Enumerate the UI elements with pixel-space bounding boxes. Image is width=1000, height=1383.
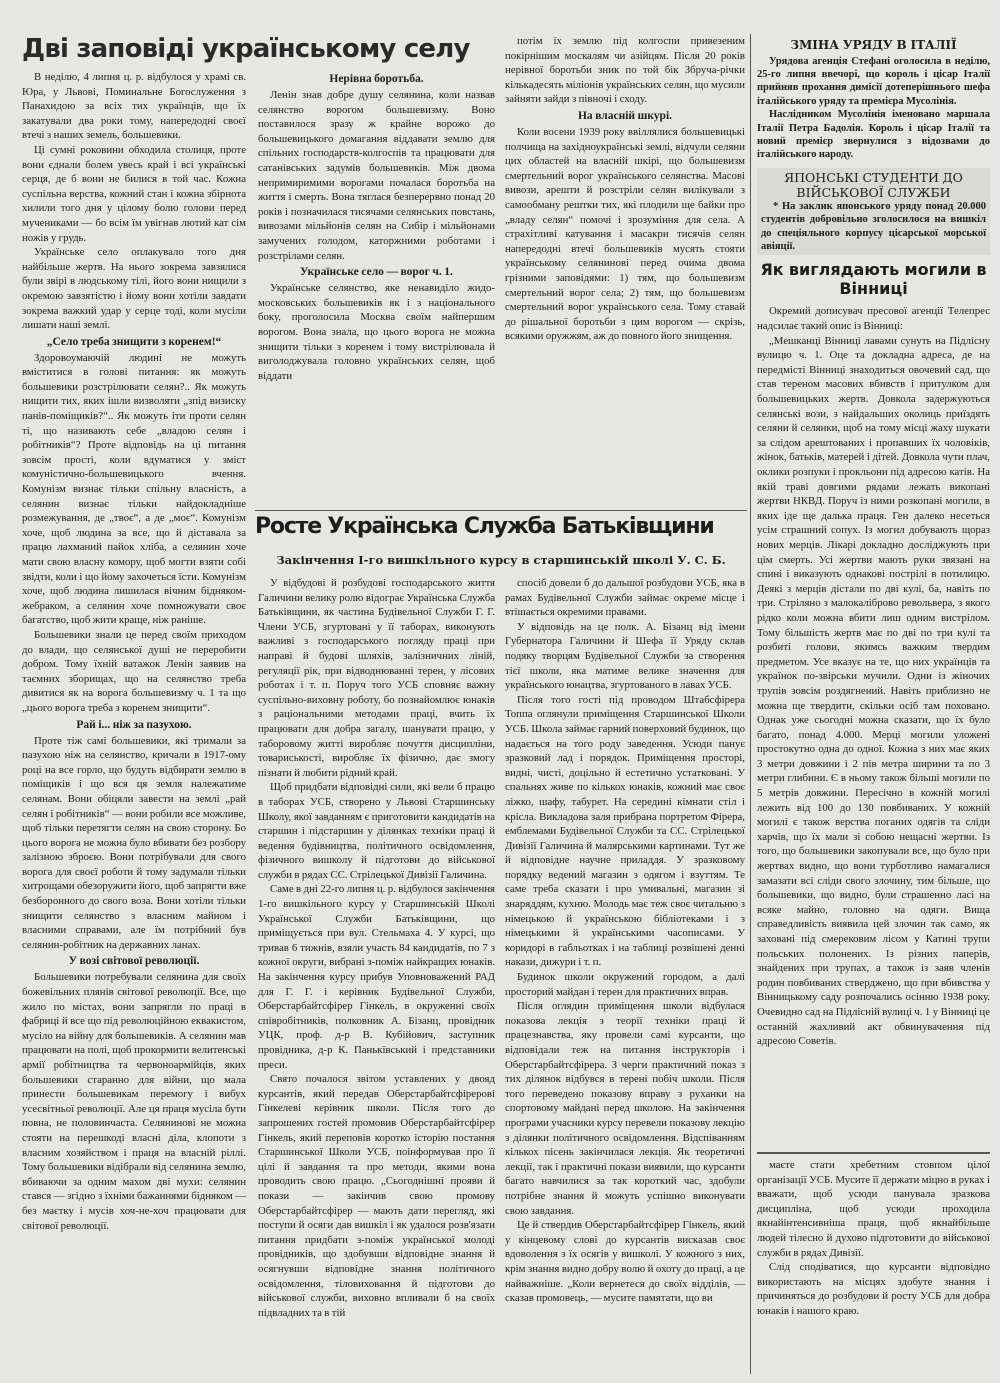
italy-news — [757, 38, 990, 162]
section-subheading: Нерівна боротьба. — [329, 73, 424, 85]
column-villages-3 — [505, 34, 745, 344]
article-paragraph: В неділю, 4 липня ц. р. відбулося у храмі св. Юра, у Львові, Поминальне Богослуження з Панахидою за всіх тих українців, що їх закатували два роки тому, напередодні своєї втечі з наших земель, большевики. — [22, 71, 246, 142]
section-subheading: У возі світової революції. — [68, 955, 200, 968]
article-paragraph: потім їх землю під колгоспи привезеним покірнішим москалям чи азійцям. Після 20 років нерівної боротьби зник по той бік Збруча-річки кількадесять міліонів українських селян, що мусили зайняти зайди з півночі і сходу. — [505, 35, 745, 106]
article-paragraph: Українське село оплакувало того дня найбільше жертв. На нього зокрема завзялися були звірі в людському тілі, його вони нищили з окремою завзятістю і йому вони хотіли завдати зокрема важкий удар у серце тоді, коли мусіли лишати наші землі. — [22, 246, 246, 332]
article-paragraph: У відбудові й розбудові господарського життя Галичини велику ролю відограє Українська Служба Батьківщини, як частина Будівельної Служби Г. Г. Члени УСБ, згуртовані у її таборах, виконують важливі з господарського погляду праці при направі й будові шляхів, залізничних ліній, регуляції рік, при відводнюванні терен, у лісових роботах і т. п. Поруч того УСБ сповняє важну суспільно-виховну роботу, бо познайомлює юнаків з раціональними методами праці, вчить їх працювати для добра загалу, шанувати працю, у таборовому житті виробляє почуття дисципліни, товариськості, виробляє їх фізично, дає змогу пізнати й любити рідний край. — [258, 577, 495, 779]
article-paragraph: Коли восени 1939 року ввіллялися большевицькі полчища на західноукраїнські землі, відчули селяни цих областей на власній шкірі, що большевизм смертельний ворог українського селянства. Масові вивози, арешти й розстріли селян вилікували з самообману рештки тих, які плодили ще байки про „владу селян“ помочі і зрозуміння для села. А страхітливі катування і масакри тисячів селян напередодні втечі большевиків мусять стояти українському селянинові перед очима двома грізними заповідями: 1) тям, що большевизм смертельний ворог села; 2) тям, що большевизм смертельний ворог українського села. Тому ставай до рішальної боротьби з цим ворогом — скрізь, всякими оружжям, аж до повного його знищення. — [505, 125, 745, 343]
article-paragraph: Слід сподіватися, що курсанти відповідно використають на місцях здобуте знання і причиняться до розбудови й росту УСБ для добра юнаків і нашого краю. — [757, 1261, 990, 1317]
column-rule — [750, 34, 751, 1374]
article-paragraph: Проте тіж самі большевики, які тримали за пазухою ніж на селянство, кричали в 1917-ому році на все горло, що будуть відбирати землю в поміщиків і що вся ця земля належатиме селянам. Вони обіцяли завести на землі „рай селян і робітників“ — вони робили все можливе, щоб тільки перетягти селян на свою сторону. Бо цього ворога не можна було вбивати без розбору залізною зброєю. Вони потрібували для свого ворога для своєї роботи й тому задумали тільки хитрощами обезоружити його, щоб запрягти вже безборонного до свого воза. Вони хотіли тільки знищити селянство з власним майном і власними справами, але їм потрібний був селянин-робітник на державних ланах. — [22, 734, 246, 951]
column-usb-2 — [505, 576, 745, 1306]
article-paragraph: Будинок школи окружений городом, а далі просторий майдан і терен для практичних вправ. — [505, 971, 745, 998]
headline-two-commandments: Дві заповіді українському селу — [22, 34, 470, 64]
italy-paragraph: Урядова агенція Стефані оголосила в неділю, 25-го липня ввечорі, що король і цісар Італії прийняв прохання димісії дотеперішнього шефа італійського уряду та премієра Мусолінія. — [757, 55, 990, 107]
vinnytsia-paragraph: Окремий дописувач пресової агенції Телепрес надсилає такий опис із Вінниці: — [757, 305, 990, 333]
japan-title: ЯПОНСЬКІ СТУДЕНТИ ДО ВІЙСЬКОВОЇ СЛУЖБИ — [784, 169, 963, 200]
divider-usb — [255, 510, 747, 511]
subtitle-usb: Закінчення І-го вишкільного курсу в старшинській школі У. С. Б. — [276, 553, 726, 567]
column-villages-2 — [258, 70, 495, 383]
column-villages-1 — [22, 70, 246, 1233]
article-paragraph: Українське селянство, яке ненавиділо жидо-московських большевиків як і з національного боку, проголосила Москва своїм найпершим ворогом. Вона знала, що цього ворога не можна знищити тільки з коренем і тому вистрілювала й виголоджувала головно українських селян, щоб віддати — [258, 282, 495, 382]
column-usb-3 — [757, 1158, 990, 1319]
article-paragraph: Після того гості під проводом Штабсфірера Топпа оглянули приміщення Старшинської Школи УСБ. Школа займає гарний поверховий будинок, що надається на того роду заведення. Усюди панує зразковий лад і порядок. Приміщення просторі, видні, чисті, доцільно й естетично устатковані. У спальнях живе по кількох юнаків, кожний має своє ліжко, шафу, табурет. На середині кімнати стіл і крісла. Викладова заля прибрана портретом Фірера, емблемами Будівельної Служби та СС. Стрілецької Дивізії Галичина й малярськими картинами. Тут же й відповідне научне приладдя. У зразковому порядку ведений магазин з одягом і взуттям. Те саме треба сказати і про умивальні, магазин зі знаряддям, кухню. Молодь має теж своє читальню з німецькою й українською бібліотеками і з німецькими й українськими часописами. У коридорі в габльотках і на таблиці розвішені денні накази, дижури і т. п. — [505, 693, 745, 969]
article-paragraph: спосіб довели б до дальшої розбудови УСБ, яка в рамах Будівельної Служби займає окреме місце і втішається окремими правами. — [505, 577, 745, 619]
article-paragraph: Щоб придбати відповідні сили, які вели б працю в таборах УСБ, створено у Львові Старшинську Школу, якої завданням є приготовити кандидатів на старшин і підстаршин у ділянках техніки праці й ведення будівництва, політичного освідомлення, фізичного вишколу й підготови до військової служби в рядах СС. Стрілецької Дивізії Галичина. — [258, 781, 495, 881]
vinnytsia-title: Як виглядають могили в Вінниці — [760, 260, 987, 299]
italy-paragraph: Наслідником Мусолінія іменовано маршала Італії Петра Бадолія. Король і цісар Італії та новий премієр звернулися з відозвами до італійського народу. — [757, 109, 990, 161]
article-paragraph: У відповідь на це полк. А. Бізанц від імени Губернатора Галичини й Шефа її Уряду склав подяку творцям Будівельної Служби за створення тієї школи, яка матиме велике значення для українського юнацтва, згуртованого в лавах УСБ. — [505, 620, 745, 692]
headline-usb: Росте Українська Служба Батьківщини — [255, 514, 714, 539]
article-paragraph: Саме в дні 22-го липня ц. р. відбулося закінчення 1-го вишкільного курсу у Старшинській Школі Української Служби Батьківщини, що приміщується при вул. Стельмаха 4. У курсі, що тривав 6 тижнів, взяли участь 84 кандидатів, по 7 з кожної округи, вибрані з-поміж найкращих юнаків. На закінчення курсу прибув Уповноважений РАД для Г. Г. і керівник Будівельної Служби, Оберстарбайтсфірер Гінкель, в окруженні своїх співробітників, полковник А. Бізанц, провідник УЦК, проф. д-р В. Кубійович, заступник провідника, д-р К. Панькївський і представники преси. — [258, 883, 495, 1071]
divider-right-usb — [757, 1152, 990, 1154]
section-subheading: На власній шкурі. — [577, 109, 673, 122]
section-subheading: Рай і... ніж за пазухою. — [76, 718, 192, 731]
article-paragraph: маєте стати хребетним стовпом цілої організації УСБ. Мусите її держати міцно в руках і вважати, щоб усюди панувала зразкова дисципліна, щоб усюди проходила якнайінтенсивніша праця, щоб якнайбільше людей тілесно й духово підготовити до військової служби в рядах Дивізії. — [757, 1159, 990, 1259]
vinnytsia-paragraph: „Мешканці Вінниці лавами сунуть на Підлісну вулицю ч. 1. Оце та докладна адреса, де на передмісті Вінниці знаходиться овочевий сад, що став тереном масових вбивств і притулком для большевицьких жертв. Довкола задержуються селянські вози, з найдальших околиць приїздять селяни й селянки, щоб на тому місці жаху шукати за слідом арештованих і пропавших їх чоловіків, жінок, батьків, матерей і дітей. Довкола чути плач, оклики розпуки і прокльони під адресою катів. На якій траві довгими рядами лежать викопані жертви НКВД. Поруч із ними розкопані могили, в яких іде ще далька праця. Ген далеко несеться усім страшний сопух. Із могил добувають щораз нових мерців. Лікарі докладно досліджують при цім смерть. Усі жертви мають руки звязані на спині і виказують однакові пострілі в потилицю. Деякі з мерців дістали по дві кулі, ба, навіть по три. Стріляно з малокаліброво револьвера, з якого рідко коли можна вбити лиш одним вистрілом. Тому більшість жертв має по дві по три кулі та розбиті голови, якимсь важким твердим предметом. Усе вказує на те, що них українців та українок по-звірськи мучили. Одни із жіночих трупів зовсім роздягнений. Навіть приблизно не можна ще твердити, скільки осіб там поховано. Однак уже сьогодні можна сказати, що їх було багато, понад 4.000. Мерці могили уложені простокутно одна до одної. Кожна з них має яких 3 метри довжини і 2 пів метра ширини та по 3 метри глибини. Є в ньому також більші могили по 5 метрів довжини. Пересічно в кожній могилі лежить від 100 до 130 повбиваних. У кожній могилі є також верства поганих одягів та сліди харчів, що їх мали зі собою нещасні жертви. Із того, що большевики закопували все, що було при жертвах видно, що вони турботливо намагалися замазати всі сліди свого злочину, тим більше, що большевики, що видно, були страшенно ласі на всяке майно, головно на одяги. Вища справедливість виявила цей злочин так само, як заховані під смерековим лісом у Катині трупи польських полонених. Із різних паперів, знайдених при трупах, а також із заяв членів родин повбиваних стверджено, що при вбивства у Вінницькому саду розпочались осінню 1938 року. Очевидно сад на Підлісній вулиці ч. 1 у Вінниці це останній жахливий акт обвинувачення під адресою Советів. — [757, 334, 990, 1048]
article-paragraph: Ці сумні роковини обходила столиця, проте вони єднали болем увесь край і всі українські серця, де б вони не билися в той час. Кожна суспільна верства, кожний стан і кожна збірнота хилили того дня у цілому болю голови перед мучениками — бо всім їм увігнав лютий кат сім ножів у грудь. — [22, 143, 246, 244]
article-paragraph: Це й ствердив Оберстарбайтсфірер Гінкель, який у кінцевому слові до курсантів висказав своє вдоволення з їх осягів у вишколі. У кожного з них, крім знання видно добру волю й охоту до праці, а це найважніше. „Коли вернетеся до своїх відділів, — сказав промовець, — мусите памятати, що ви — [505, 1219, 745, 1305]
article-paragraph: Після оглядин приміщення школи відбулася показова лекція з теорії техніки праці й працезнавства, яку провели самі курсанти, що відповідали теж на питання інструкторів і Оберстарбайтсфірера. З черги практичний показ з тих ділянок відбувся в терені побіч школи. Після того переведено показову вправу з руханки на спортовому майдані перед школою. На закінчення програми учасники курсу перевели показову лекцію з ділянки політичного освідомлення. Відспіванням кількох пісень закінчилася лекція. Як теоретичні лекції, так і практичні покази виявили, що курсанти багато навчилися за так короткий час, здобули потрібне знання й можуть успішно виконувати свою завдання. — [505, 1000, 745, 1217]
article-paragraph: Ленін знав добре душу селянина, коли назвав селянство ворогом большевизму. Воно поставилося зразу ж крайне ворожо до большевицького домагання віддавати землю для спільних господарств-колгоспів та працювати для сатанівських задумів большевиків. Між двома непримиримими ворогами почалася боротьба на життя і смерть. Вона тяглася безперервно понад 20 років і позначилася тисячами селянських повстань, вивозами мільйонів селян на Сибір і мільйонами замучених голодом, каторжними роботами і розстрілами селян. — [258, 89, 495, 262]
japan-news — [757, 168, 990, 256]
italy-title: ЗМІНА УРЯДУ В ІТАЛІЇ — [790, 38, 957, 52]
column-right-news — [757, 38, 990, 1049]
article-paragraph: Большевики знали це перед своїм приходом до влади, що селянської душі не переробити добром. Тому їхній ватажок Ленін заявив на таємних зборищах, що на селянство треба дивитися як на ворога большевизму ч. 1 та що „цього ворога треба з коренем знищити“. — [22, 628, 246, 714]
column-usb-1 — [258, 576, 495, 1320]
japan-paragraph: * На заклик японського уряду понад 20.000 студентів добровільно зголосилося на вишкіл до спеціяльного корпусу цісарської морської авіяції. — [761, 200, 986, 253]
article-paragraph: Здоровоумаючій людині не можуть вміститися в голові питання: як можуть большевики розстрілювати селян?.. Як можуть нищити тих, яких ішли визволяти „зпід визиску панів-поміщиків?“.. Як можуть іти проти селян ті, що називають себе „владою селян і робітників“? Проте відповідь на ці питання зовсім прості, коли вдуматися у зміст комуністично-большевицького вчення. Комунізм визнає тільки спільну власність, а селянин визнає тільки найдокладніше розмежування, де „твоє“, а де „моє“. Комунізм хоче, щоб людина за все, що й діставала за працю лахманий пайок хліба, а селянин хоче мати свою власну комору, щоб могти взяти собі звідти, коли і що йому захочеться їсти. Комунізм хоче, щоб людина лишилася вічним бідняком-жебраком, а селянин хоче помножувати своє багатство, щоб жити краще, ніж раніше. — [22, 351, 246, 627]
article-paragraph: Большевики потребували селянина для своїх божевільних плянів світової революції. Все, що жило по містах, вони запрягли по праці в фабриці й все що під революційною еквакистом, мусіло на війну для большевиків. А селянин мав працювати на полі, щоб прокормити велитенські армії робітництва та червоноармійців, яких большевики старанно для війни, що мала принести большевикам перемогу і вибух усесвітньої революції. Але ця праця мусіла бути повна, не половинчаста. Селянинові не можна стояти на перешкоді власні діла, клопоти з власним хозяйством і праця на власній ріллі. Тому большевики відібрали від селянина землю, вбиваючи за одним махом дві мухи: селянин стався — згідно з їхніми бажаннями бідняком — без маєтку і мусів хоч-не-хоч працювати для світової революції. — [22, 971, 246, 1232]
article-paragraph: Свято почалося звітом уставлених у двояд курсантів, який передав Оберстарбайтсфірерові Гінкелеві керівник школи. Після того до запрошених гостей промовив Оберстарбайтсфірер Гінкель, який переповів коротко історію постання Старшинської Школи УСБ, поінформував про її цілі й завдання та про методи, якими вона проводить свою працю. „Сьогоднішні прояви й покази — закінчив свою промову Оберстарбайтсфірер — мають дати перегляд, які поступи й осяги дав вишкіл і як удалося розв'язати питання придбати з-поміж української молоді провідників, що здобувши відповідне знання й осягнувши відповідне знання політичного освідомлення, тіловиховання й підготови до військової служби, виховно впливали б на своїх підвладних та в тій — [258, 1073, 495, 1319]
section-subheading: Українське село — ворог ч. 1. — [300, 266, 453, 279]
section-subheading: „Село треба знищити з коренем!“ — [46, 335, 222, 348]
